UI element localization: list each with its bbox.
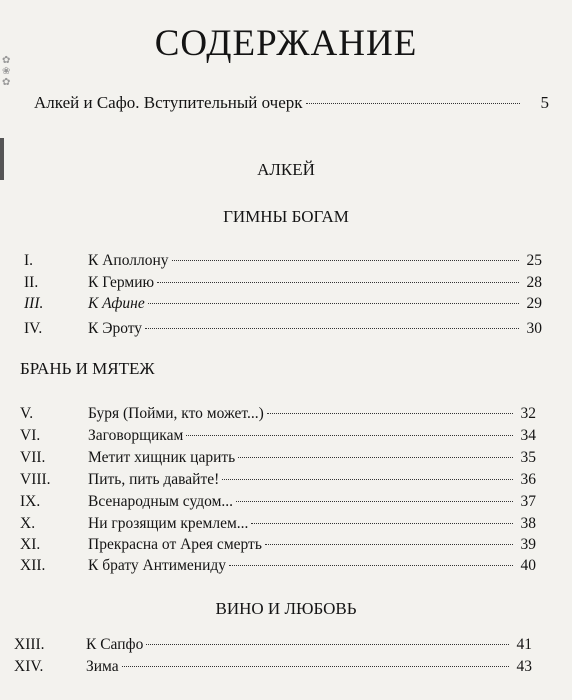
entry-number: III. xyxy=(24,295,44,312)
toc-entry xyxy=(20,492,536,512)
leader-dots xyxy=(238,457,513,458)
leader-dots xyxy=(186,435,513,436)
toc-entry xyxy=(20,514,536,534)
entry-page: 32 xyxy=(520,405,536,422)
intro-label: Алкей и Сафо. Вступительный очерк xyxy=(34,93,303,112)
leader-dots xyxy=(146,644,509,645)
leader-dots xyxy=(172,260,519,261)
leader-dots xyxy=(148,303,519,304)
entry-number: IX. xyxy=(20,493,41,510)
toc-entry xyxy=(20,470,536,490)
entry-page: 41 xyxy=(516,636,532,653)
intro-entry xyxy=(34,93,549,113)
entry-number: XII. xyxy=(20,557,46,574)
entry-number: I. xyxy=(24,252,34,269)
entry-page: 39 xyxy=(520,536,536,553)
entry-title: Заговорщикам xyxy=(88,427,184,444)
toc-entry xyxy=(20,426,536,446)
leader-dots xyxy=(222,479,513,480)
entry-page: 36 xyxy=(520,471,536,488)
page-title: СОДЕРЖАНИЕ xyxy=(154,23,418,64)
entry-title: К Гермию xyxy=(88,274,155,291)
entry-number: VII. xyxy=(20,449,46,466)
toc-entry xyxy=(20,404,536,424)
entry-title: Прекрасна от Арея смерть xyxy=(88,536,262,553)
entry-page: 40 xyxy=(520,557,536,574)
section-heading-hymns: ГИМНЫ БОГАМ xyxy=(223,207,349,226)
leader-dots xyxy=(157,282,519,283)
entry-title: К Аполлону xyxy=(88,252,169,269)
entry-title: Буря (Пойми, кто может...) xyxy=(88,405,264,422)
entry-page: 35 xyxy=(520,449,536,466)
entry-page: 43 xyxy=(516,658,532,675)
toc-entry xyxy=(14,657,532,677)
leader-dots xyxy=(251,523,513,524)
section-heading-strife: БРАНЬ И МЯТЕЖ xyxy=(20,359,155,378)
intro-page: 5 xyxy=(540,93,549,112)
entry-title: К Эроту xyxy=(88,320,143,337)
entry-title: Всенародным судом... xyxy=(88,493,234,510)
entry-page: 25 xyxy=(526,252,542,269)
entry-title: Пить, пить давайте! xyxy=(88,471,220,488)
entry-number: XI. xyxy=(20,536,41,553)
toc-entry xyxy=(24,251,542,271)
entry-page: 34 xyxy=(520,427,536,444)
entry-number: V. xyxy=(20,405,34,422)
author-heading: АЛКЕЙ xyxy=(257,160,315,179)
toc-entry xyxy=(20,556,536,576)
entry-number: VI. xyxy=(20,427,41,444)
edge-ornament: ✿ ❀ ✿ xyxy=(2,55,11,88)
toc-entry xyxy=(20,535,536,555)
entry-page: 38 xyxy=(520,515,536,532)
toc-entry xyxy=(14,635,532,655)
leader-dots xyxy=(229,565,513,566)
entry-title: К брату Антимениду xyxy=(88,557,226,574)
leader-dots xyxy=(306,103,520,104)
section-heading-wine: ВИНО И ЛЮБОВЬ xyxy=(215,599,357,618)
entry-number: IV. xyxy=(24,320,43,337)
entry-number: II. xyxy=(24,274,39,291)
entry-number: X. xyxy=(20,515,36,532)
leader-dots xyxy=(145,328,519,329)
entry-page: 30 xyxy=(526,320,542,337)
entry-title: Ни грозящим кремлем... xyxy=(88,515,249,532)
leader-dots xyxy=(122,666,509,667)
toc-entry xyxy=(24,294,542,314)
entry-number: XIV. xyxy=(14,658,44,675)
entry-title: Зима xyxy=(86,658,119,675)
entry-page: 28 xyxy=(526,274,542,291)
entry-page: 29 xyxy=(526,295,542,312)
entry-title: Метит хищник царить xyxy=(88,449,236,466)
toc-entry xyxy=(24,319,542,339)
entry-number: VIII. xyxy=(20,471,51,488)
entry-page: 37 xyxy=(520,493,536,510)
entry-title: К Сапфо xyxy=(86,636,144,653)
leader-dots xyxy=(236,501,513,502)
leader-dots xyxy=(267,413,513,414)
leader-dots xyxy=(265,544,513,545)
entry-title: К Афине xyxy=(88,295,145,312)
toc-entry xyxy=(24,273,542,293)
toc-entry xyxy=(20,448,536,468)
entry-number: XIII. xyxy=(14,636,45,653)
